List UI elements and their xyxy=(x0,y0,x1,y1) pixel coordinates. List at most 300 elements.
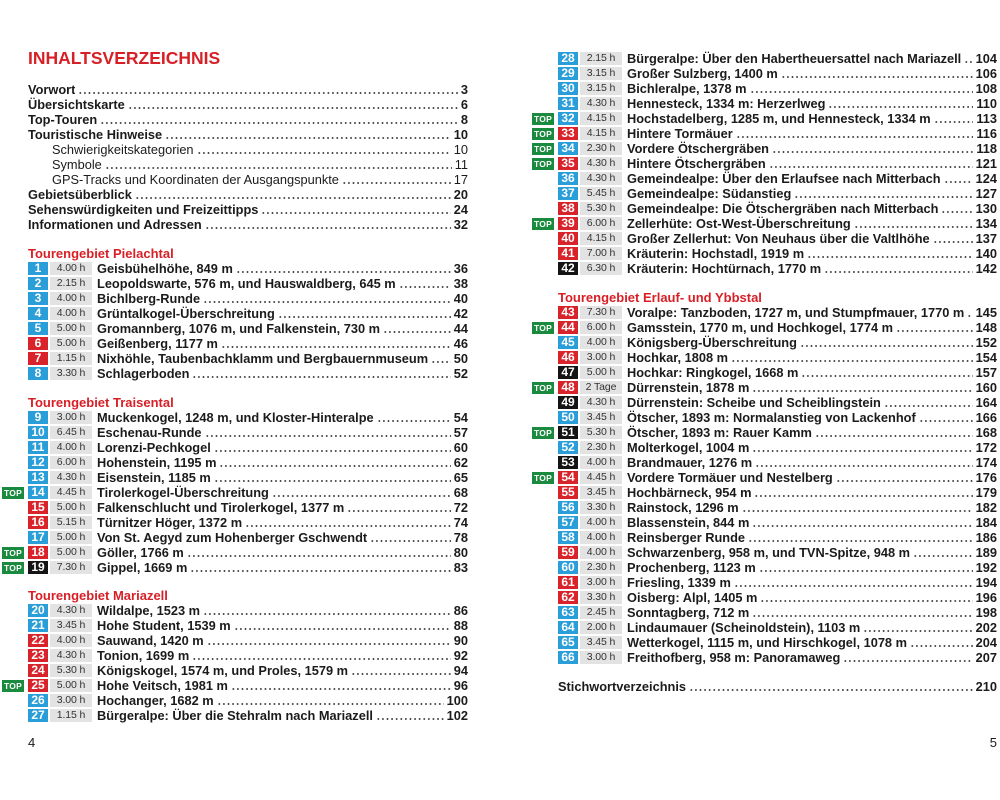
tour-duration: 6.30 h xyxy=(580,262,622,275)
dot-leader xyxy=(192,366,450,381)
page-reference: 104 xyxy=(975,51,997,66)
page-reference: 3 xyxy=(460,82,468,97)
tour-entry xyxy=(558,246,997,261)
tour-entry xyxy=(28,306,468,321)
entry-title: Stichwortverzeichnis xyxy=(558,679,687,694)
page-reference: 36 xyxy=(453,261,468,276)
dot-leader xyxy=(752,440,972,455)
tour-duration: 6.45 h xyxy=(50,426,92,439)
entry-title: Touristische Hinweise xyxy=(28,127,163,142)
tour-section xyxy=(28,247,468,381)
dot-leader xyxy=(376,708,444,723)
tour-entry xyxy=(28,440,468,455)
tour-duration: 7.30 h xyxy=(50,561,92,574)
tour-number-badge: 50 xyxy=(558,411,578,424)
tour-entry xyxy=(534,470,997,485)
page-reference: 113 xyxy=(976,111,997,126)
tour-number-badge: 12 xyxy=(28,456,48,469)
page-reference: 166 xyxy=(975,410,997,425)
page-reference: 54 xyxy=(453,410,468,425)
dot-leader xyxy=(203,603,451,618)
tour-number-badge: 13 xyxy=(28,471,48,484)
toc-entry xyxy=(28,112,468,127)
tour-number-badge: 44 xyxy=(558,321,578,334)
tour-number-badge: 45 xyxy=(558,336,578,349)
tour-duration: 3.45 h xyxy=(580,636,622,649)
tour-title: Rainstock, 1296 m xyxy=(627,500,739,515)
dot-leader xyxy=(187,545,451,560)
page-reference: 90 xyxy=(453,633,468,648)
page-reference: 148 xyxy=(975,320,997,335)
tour-number-badge: 9 xyxy=(28,411,48,424)
tour-entry xyxy=(558,395,997,410)
tour-entry xyxy=(558,96,997,111)
tour-number-badge: 18 xyxy=(28,546,48,559)
dot-leader xyxy=(205,217,451,232)
tour-entry xyxy=(28,515,468,530)
page-reference: 10 xyxy=(453,142,468,157)
tour-entry xyxy=(28,500,468,515)
tour-title: Geisbühelhöhe, 849 m xyxy=(97,261,233,276)
tour-entry xyxy=(4,485,468,500)
page-reference: 194 xyxy=(975,575,997,590)
page-reference: 110 xyxy=(976,96,997,111)
dot-leader xyxy=(347,500,451,515)
page-reference: 142 xyxy=(975,261,997,276)
tour-number-badge: 26 xyxy=(28,694,48,707)
page-reference: 46 xyxy=(453,336,468,351)
tour-duration: 3.15 h xyxy=(580,67,622,80)
dot-leader xyxy=(221,336,451,351)
tour-number-badge: 32 xyxy=(558,112,578,125)
tour-entry xyxy=(558,365,997,380)
tour-number-badge: 4 xyxy=(28,307,48,320)
tour-number-badge: 39 xyxy=(558,217,578,230)
page-reference: 160 xyxy=(975,380,997,395)
tour-title: Hintere Tormäuer xyxy=(627,126,733,141)
tour-duration: 4.15 h xyxy=(580,232,622,245)
dot-leader xyxy=(836,470,973,485)
tour-duration: 4.00 h xyxy=(50,292,92,305)
tour-number-badge: 8 xyxy=(28,367,48,380)
dot-leader xyxy=(736,126,974,141)
tour-number-badge: 33 xyxy=(558,127,578,140)
tour-entry xyxy=(558,350,997,365)
tour-entry xyxy=(558,575,997,590)
page-reference: 198 xyxy=(975,605,997,620)
page-reference: 42 xyxy=(453,306,468,321)
tour-number-badge: 6 xyxy=(28,337,48,350)
tour-title: Gemeindealpe: Südanstieg xyxy=(627,186,792,201)
page-reference: 44 xyxy=(453,321,468,336)
toc-entry xyxy=(28,157,468,172)
top-tour-badge: TOP xyxy=(532,427,554,439)
tour-title: Hohenstein, 1195 m xyxy=(97,455,217,470)
entry-title: Übersichtskarte xyxy=(28,97,125,112)
tour-entry xyxy=(534,216,997,231)
tour-title: Gemeindealpe: Über den Erlaufsee nach Mitterbach xyxy=(627,171,941,186)
page-reference: 65 xyxy=(453,470,468,485)
tour-duration: 4.30 h xyxy=(580,172,622,185)
dot-leader xyxy=(815,425,973,440)
tour-duration: 4.30 h xyxy=(50,649,92,662)
page-reference: 68 xyxy=(453,485,468,500)
tour-title: Grüntalkogel-Überschreitung xyxy=(97,306,275,321)
tour-entry xyxy=(558,500,997,515)
dot-leader xyxy=(261,202,450,217)
section-heading: Tourengebiet Mariazell xyxy=(28,588,168,603)
tour-title: Hochkar, 1808 m xyxy=(627,350,729,365)
tour-entry xyxy=(28,603,468,618)
page-reference: 106 xyxy=(975,66,997,81)
tour-entry xyxy=(558,261,997,276)
tour-section xyxy=(4,395,468,575)
top-tour-badge: TOP xyxy=(2,487,24,499)
tour-number-badge: 61 xyxy=(558,576,578,589)
tour-number-badge: 28 xyxy=(558,52,578,65)
tour-entry xyxy=(558,515,997,530)
tour-duration: 1.15 h xyxy=(50,352,92,365)
tour-number-badge: 22 xyxy=(28,634,48,647)
page-reference: 74 xyxy=(453,515,468,530)
section-heading: Tourengebiet Erlauf- und Ybbstal xyxy=(558,290,762,305)
toc-entry xyxy=(28,187,468,202)
entry-title: Symbole xyxy=(52,157,102,172)
tour-entry xyxy=(28,410,468,425)
tour-duration: 5.30 h xyxy=(580,202,622,215)
entry-title: Top-Touren xyxy=(28,112,98,127)
tour-title: Kräuterin: Hochstadl, 1919 m xyxy=(627,246,805,261)
dot-leader xyxy=(913,545,973,560)
tour-section xyxy=(534,290,997,665)
tour-duration: 3.00 h xyxy=(50,411,92,424)
tour-number-badge: 57 xyxy=(558,516,578,529)
tour-duration: 6.00 h xyxy=(50,456,92,469)
tour-title: Eisenstein, 1185 m xyxy=(97,470,211,485)
tour-number-badge: 60 xyxy=(558,561,578,574)
tour-duration: 3.15 h xyxy=(580,82,622,95)
tour-duration: 7.00 h xyxy=(580,247,622,260)
dot-leader xyxy=(919,410,973,425)
tour-entry xyxy=(558,171,997,186)
page-reference: 92 xyxy=(453,648,468,663)
tour-duration: 5.30 h xyxy=(580,426,622,439)
page-reference: 210 xyxy=(975,679,997,694)
tour-entry xyxy=(558,335,997,350)
tour-title: Muckenkogel, 1248 m, und Kloster-Hinteralpe xyxy=(97,410,374,425)
tour-title: Göller, 1766 m xyxy=(97,545,184,560)
tour-number-badge: 66 xyxy=(558,651,578,664)
tour-section xyxy=(4,588,468,723)
tour-duration: 5.00 h xyxy=(580,366,622,379)
tour-duration: 4.30 h xyxy=(580,157,622,170)
dot-leader xyxy=(192,648,451,663)
dot-leader xyxy=(759,560,973,575)
tour-number-badge: 59 xyxy=(558,546,578,559)
page-reference: 182 xyxy=(975,500,997,515)
dot-leader xyxy=(731,350,973,365)
page-reference: 96 xyxy=(453,678,468,693)
page-reference: 40 xyxy=(453,291,468,306)
toc-entry xyxy=(28,142,468,157)
tour-duration: 3.30 h xyxy=(50,367,92,380)
tour-title: Tonion, 1699 m xyxy=(97,648,190,663)
tour-number-badge: 53 xyxy=(558,456,578,469)
tour-duration: 2.15 h xyxy=(580,52,622,65)
tour-number-badge: 2 xyxy=(28,277,48,290)
tour-number-badge: 20 xyxy=(28,604,48,617)
page-reference: 60 xyxy=(453,440,468,455)
tour-number-badge: 15 xyxy=(28,501,48,514)
tour-title: Königsberg-Überschreitung xyxy=(627,335,797,350)
tour-entry xyxy=(558,440,997,455)
entry-title: Informationen und Adressen xyxy=(28,217,202,232)
tour-duration: 5.30 h xyxy=(50,664,92,677)
top-tour-badge: TOP xyxy=(532,382,554,394)
tour-number-badge: 29 xyxy=(558,67,578,80)
tour-title: Hintere Ötschergräben xyxy=(627,156,766,171)
page-title: INHALTSVERZEICHNIS xyxy=(28,48,221,68)
dot-leader xyxy=(207,633,451,648)
tour-title: Königskogel, 1574 m, und Proles, 1579 m xyxy=(97,663,349,678)
top-tour-badge: TOP xyxy=(2,547,24,559)
tour-list xyxy=(4,603,468,723)
tour-number-badge: 42 xyxy=(558,262,578,275)
tour-duration: 2.30 h xyxy=(580,561,622,574)
tour-number-badge: 31 xyxy=(558,97,578,110)
dot-leader xyxy=(205,425,451,440)
tour-duration: 5.00 h xyxy=(50,531,92,544)
tour-number-badge: 24 xyxy=(28,664,48,677)
page-reference: 38 xyxy=(453,276,468,291)
toc-entry xyxy=(28,172,468,187)
tour-title: Blassenstein, 844 m xyxy=(627,515,750,530)
tour-entry xyxy=(534,156,997,171)
tour-entry xyxy=(4,545,468,560)
dot-leader xyxy=(236,261,451,276)
tour-entry xyxy=(28,663,468,678)
tour-entry xyxy=(28,455,468,470)
tour-entry xyxy=(558,81,997,96)
page-reference: 168 xyxy=(975,425,997,440)
tour-title: Hohe Student, 1539 m xyxy=(97,618,231,633)
dot-leader xyxy=(351,663,451,678)
tour-entry xyxy=(558,485,997,500)
tour-entry xyxy=(534,425,997,440)
tour-title: Großer Zellerhut: Von Neuhaus über die Valtlhöhe xyxy=(627,231,930,246)
tour-title: Geißenberg, 1177 m xyxy=(97,336,218,351)
tour-duration: 2.45 h xyxy=(580,606,622,619)
dot-leader xyxy=(769,156,973,171)
tour-entry xyxy=(28,366,468,381)
tour-duration: 4.30 h xyxy=(580,396,622,409)
tour-duration: 4.30 h xyxy=(580,97,622,110)
tour-entry xyxy=(558,201,997,216)
tour-entry xyxy=(4,560,468,575)
page-number: 5 xyxy=(989,735,997,750)
tour-duration: 5.45 h xyxy=(580,187,622,200)
tour-number-badge: 46 xyxy=(558,351,578,364)
tour-title: Schlagerboden xyxy=(97,366,190,381)
page-reference: 62 xyxy=(453,455,468,470)
tour-entry xyxy=(534,380,997,395)
top-tour-badge: TOP xyxy=(532,472,554,484)
page-reference: 127 xyxy=(975,186,997,201)
tour-duration: 4.00 h xyxy=(580,336,622,349)
tour-duration: 3.00 h xyxy=(580,651,622,664)
dot-leader xyxy=(78,82,457,97)
page-reference: 100 xyxy=(446,693,468,708)
tour-entry xyxy=(558,231,997,246)
tour-entry xyxy=(558,51,997,66)
tour-title: Friesling, 1339 m xyxy=(627,575,731,590)
page-reference: 102 xyxy=(446,708,468,723)
tour-duration: 4.00 h xyxy=(580,456,622,469)
page-reference: 179 xyxy=(975,485,997,500)
tour-title: Sauwand, 1420 m xyxy=(97,633,204,648)
dot-leader xyxy=(772,141,973,156)
dot-leader xyxy=(197,142,451,157)
tour-title: Sonntagberg, 712 m xyxy=(627,605,750,620)
tour-number-badge: 65 xyxy=(558,636,578,649)
tour-duration: 3.30 h xyxy=(580,591,622,604)
tour-title: Vordere Tormäuer und Nestelberg xyxy=(627,470,833,485)
tour-title: Molterkogel, 1004 m xyxy=(627,440,750,455)
tour-title: Ötscher, 1893 m: Normalanstieg von Lackenhof xyxy=(627,410,916,425)
tour-title: Bürgeralpe: Über den Habertheuersattel nach Mariazell xyxy=(627,51,962,66)
page-reference: 10 xyxy=(453,127,468,142)
tour-number-badge: 43 xyxy=(558,306,578,319)
tour-number-badge: 41 xyxy=(558,247,578,260)
tour-number-badge: 56 xyxy=(558,501,578,514)
page-reference: 204 xyxy=(975,635,997,650)
tour-entry xyxy=(28,261,468,276)
tour-duration: 5.00 h xyxy=(50,546,92,559)
entry-title: Sehenswürdigkeiten und Freizeittipps xyxy=(28,202,259,217)
tour-title: Bichleralpe, 1378 m xyxy=(627,81,747,96)
dot-leader xyxy=(342,172,451,187)
tour-number-badge: 7 xyxy=(28,352,48,365)
tour-title: Lindaumauer (Scheinoldstein), 1103 m xyxy=(627,620,861,635)
dot-leader xyxy=(748,530,973,545)
tour-list xyxy=(534,305,997,665)
tour-entry xyxy=(558,590,997,605)
page-reference: 154 xyxy=(975,350,997,365)
tour-entry xyxy=(28,618,468,633)
tour-entry xyxy=(558,620,997,635)
section-heading: Tourengebiet Traisental xyxy=(28,395,174,410)
dot-leader xyxy=(910,635,973,650)
dot-leader xyxy=(752,605,972,620)
tour-title: Zellerhüte: Ost-West-Überschreitung xyxy=(627,216,851,231)
dot-leader xyxy=(217,693,444,708)
tour-duration: 3.30 h xyxy=(580,501,622,514)
tour-entry xyxy=(28,530,468,545)
page-reference: 17 xyxy=(453,172,468,187)
page-reference: 186 xyxy=(975,530,997,545)
tour-title: Von St. Aegyd zum Hohenberger Gschwendt xyxy=(97,530,368,545)
tour-entry xyxy=(28,470,468,485)
dot-leader xyxy=(214,470,451,485)
tour-entry xyxy=(558,305,997,320)
tour-number-badge: 30 xyxy=(558,82,578,95)
tour-title: Gemeindealpe: Die Ötschergräben nach Mitterbach xyxy=(627,201,939,216)
page-reference: 6 xyxy=(460,97,468,112)
tour-number-badge: 62 xyxy=(558,591,578,604)
tour-number-badge: 27 xyxy=(28,709,48,722)
tour-entry xyxy=(4,678,468,693)
tour-duration: 3.45 h xyxy=(580,411,622,424)
tour-title: Hochstadelberg, 1285 m, und Hennesteck, 1334 m xyxy=(627,111,931,126)
page-reference: 130 xyxy=(975,201,997,216)
tour-title: Tirolerkogel-Überschreitung xyxy=(97,485,269,500)
dot-leader xyxy=(272,485,451,500)
page-reference: 157 xyxy=(975,365,997,380)
dot-leader xyxy=(967,305,972,320)
tour-entry xyxy=(28,425,468,440)
tour-duration: 5.00 h xyxy=(50,501,92,514)
page-reference: 124 xyxy=(975,171,997,186)
tour-entry xyxy=(558,455,997,470)
dot-leader xyxy=(944,171,973,186)
page-reference: 189 xyxy=(975,545,997,560)
tour-duration: 3.45 h xyxy=(580,486,622,499)
page-reference: 78 xyxy=(453,530,468,545)
dot-leader xyxy=(383,321,451,336)
dot-leader xyxy=(165,127,451,142)
page-reference: 137 xyxy=(975,231,997,246)
front-matter-list xyxy=(28,82,468,232)
dot-leader xyxy=(689,679,973,694)
page-reference: 184 xyxy=(975,515,997,530)
page-reference: 57 xyxy=(453,425,468,440)
page-reference: 108 xyxy=(975,81,997,96)
toc-entry xyxy=(28,97,468,112)
dot-leader xyxy=(800,335,973,350)
dot-leader xyxy=(760,590,972,605)
tour-entry xyxy=(558,560,997,575)
tour-number-badge: 14 xyxy=(28,486,48,499)
dot-leader xyxy=(734,575,973,590)
tour-duration: 4.45 h xyxy=(50,486,92,499)
toc-entry xyxy=(558,679,997,694)
tour-entry xyxy=(28,336,468,351)
dot-leader xyxy=(431,351,451,366)
dot-leader xyxy=(801,365,972,380)
dot-leader xyxy=(752,380,972,395)
tour-entry xyxy=(28,276,468,291)
top-tour-badge: TOP xyxy=(2,562,24,574)
tour-entry xyxy=(534,126,997,141)
tour-title: Eschenau-Runde xyxy=(97,425,202,440)
page-number: 4 xyxy=(28,735,36,750)
tour-duration: 5.15 h xyxy=(50,516,92,529)
tour-duration: 2 Tage xyxy=(580,381,622,394)
tour-number-badge: 40 xyxy=(558,232,578,245)
tour-number-badge: 1 xyxy=(28,262,48,275)
top-tour-badge: TOP xyxy=(532,158,554,170)
top-tour-badge: TOP xyxy=(532,128,554,140)
page-reference: 176 xyxy=(975,470,997,485)
page-reference: 145 xyxy=(975,305,997,320)
page-reference: 32 xyxy=(453,217,468,232)
tour-duration: 4.00 h xyxy=(580,546,622,559)
tour-number-badge: 16 xyxy=(28,516,48,529)
tour-number-badge: 48 xyxy=(558,381,578,394)
tour-entry xyxy=(28,633,468,648)
tour-title: Hennesteck, 1334 m: Herzerlweg xyxy=(627,96,826,111)
tour-duration: 4.45 h xyxy=(580,471,622,484)
